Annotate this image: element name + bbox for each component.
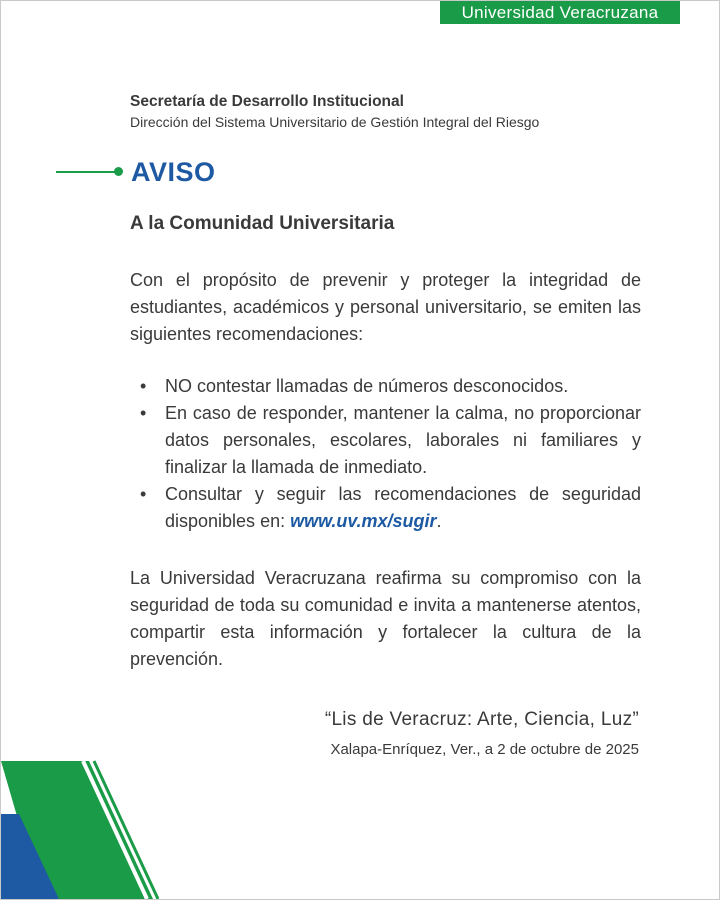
direccion-subheading: Dirección del Sistema Universitario de Gestión Integral del Riesgo (130, 114, 540, 130)
sugir-link[interactable]: www.uv.mx/sugir (290, 511, 437, 531)
bullet-icon: • (140, 484, 147, 504)
closing-paragraph: La Universidad Veracruzana reafirma su compromiso con la seguridad de toda su comunidad e invita a mantenerse atentos, compartir esta información y fortalecer la cultura de la prevención. (130, 568, 641, 669)
accent-dot-icon (114, 167, 123, 176)
secretaria-heading: Secretaría de Desarrollo Institucional (130, 93, 404, 110)
recommendation-suffix: . (436, 511, 442, 531)
bullet-icon: • (140, 376, 147, 396)
recommendation-text: En caso de responder, mantener la calma, no proporcionar datos personales, escolares, laborales ni familiares y finalizar la llamada de inmediato. (165, 403, 641, 477)
recommendations-list (140, 373, 641, 535)
university-badge: Universidad Veracruzana (440, 1, 680, 24)
bullet-icon: • (140, 403, 147, 423)
recommendation-text: Consultar y seguir las recomendaciones de seguridad disponibles en: (165, 484, 641, 531)
list-item (140, 400, 641, 481)
salutation: A la Comunidad Universitaria (130, 213, 395, 234)
list-item (140, 481, 641, 535)
recommendation-text: NO contestar llamadas de números desconocidos. (165, 376, 569, 396)
accent-line (56, 171, 116, 173)
header (130, 93, 539, 130)
motto: “Lis de Veracruz: Arte, Ciencia, Luz” (324, 709, 639, 730)
list-item (140, 373, 641, 400)
intro-paragraph: Con el propósito de prevenir y proteger la integridad de estudiantes, académicos y personal universitario, se emiten las siguientes recomendaciones: (130, 270, 641, 344)
aviso-title: AVISO (131, 157, 216, 187)
corner-decoration-graphic (1, 759, 161, 899)
place-date: Xalapa-Enríquez, Ver., a 2 de octubre de 2025 (330, 741, 639, 758)
